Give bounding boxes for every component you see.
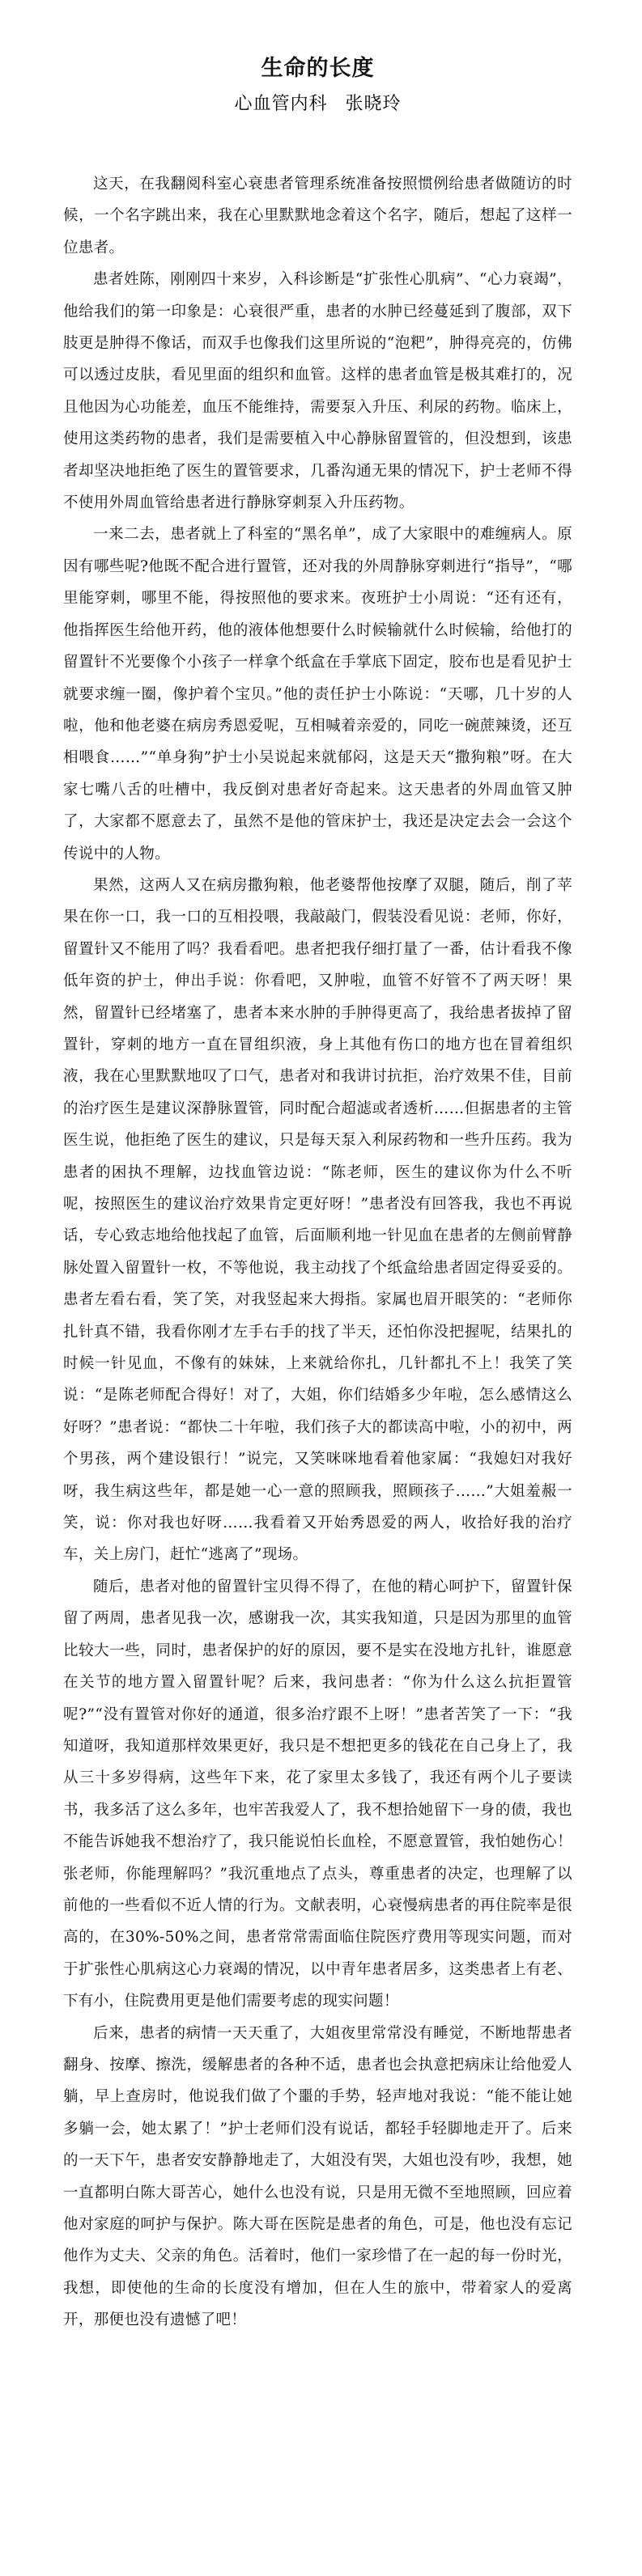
paragraph: 患者姓陈，刚刚四十来岁，入科诊断是“扩张性心肌病”、“心力衰竭”，他给我们的第一印象是：心衰很严重，患者的水肿已经蔓延到了腹部，双下肢更是肿得不像话，而双手也像我们这里所说的“泡粑”，肿得亮亮的，仿佛可以透过皮肤，看见里面的组织和血管。这样的患者血管是极其难打的，况且他因为心功能差，血压不能维持，需要泵入升压、利尿的药物。临床上，使用这类药物的患者，我们是需要植入中心静脉留置管的，但没想到，该患者却坚决地拒绝了医生的置管要求，几番沟通无果的情况下，护士老师不得不使用外周血管给患者进行静脉穿刺泵入升压药物。 xyxy=(63,271,572,512)
paragraph: 一来二去，患者就上了科室的“黑名单”，成了大家眼中的难缠病人。原因有哪些呢?他既不配合进行置管，还对我的外周静脉穿刺进行“指导”，“哪里能穿刺，哪里不能，得按照他的要求来。夜班护士小周说：“还有还有，他指挥医生给他开药，他的液体他想要什么时候输就什么时候输，给他打的留置针不光要像个小孩子一样拿个纸盒在手掌底下固定，胶布也是看见护士就要求缠一圈，像护着个宝贝。”他的责任护士小陈说：“天哪，几十岁的人啦，他和他老婆在病房秀恩爱呢，互相喊着亲爱的，同吃一碗蔗辣烫，还互相喂食……”“单身狗”护士小吴说起来就郁闷，这是天天“撒狗粮”呀。在大家七嘴八舌的吐槽中，我反倒对患者好奇起来。这天患者的外周血管又肿了，大家都不愿意去了，虽然不是他的管床护士，我还是决定去会一会这个传说中的人物。 xyxy=(63,526,572,862)
article-title: 生命的长度 xyxy=(261,56,375,81)
paragraph: 后来，患者的病情一天天重了，大姐夜里常常没有睡觉，不断地帮患者翻身、按摩、擦洗，缓解患者的各种不适，患者也会执意把病床让给他爱人躺，早上查房时，他说我们做了个噩的手势，轻声地对我说：“能不能让她多躺一会，她太累了！”护士老师们没有说话，都轻手轻脚地走开了。后来的一天下午，患者安安静静地走了，大姐没有哭，大姐也没有吵，我想，她一直都明白陈大哥苦心，她什么也没有说，只是用无微不至地照顾，回应着他对家庭的呵护与保护。陈大哥在医院是患者的角色，可是，他也没有忘记他作为丈夫、父亲的角色。活着时，他们一家珍惜了在一起的每一份时光，我想，即使他的生命的长度没有增加，但在人生的旅中，带着家人的爱离开，那便也没有遗憾了吧！ xyxy=(63,2024,572,2329)
article-byline xyxy=(63,90,572,115)
paragraph: 随后，患者对他的留置针宝贝得不得了，在他的精心呵护下，留置针保留了两周，患者见我一次，感谢我一次，其实我知道，只是因为那里的血管比较大一些，同时，患者保护的好的原因，要不是实在没地方扎针，谁愿意在关节的地方置入留置针呢？后来，我问患者：“你为什么这么抗拒置管呢?”“没有置管对你好的通道，很多治疗跟不上呀！”患者苦笑了一下：“我知道呀，我知道那样效果更好，我只是不想把更多的钱花在自己身上了，我从三十多岁得病，这些年下来，花了家里太多钱了，我还有两个儿子要读书，我多活了这么多年，也牢苦我爱人了，我不想拾她留下一身的债，我也不能告诉她我不想治疗了，我只能说怕长血栓，不愿意置管，我怕她伤心！张老师，你能理解吗？”我沉重地点了点头，尊重患者的决定，也理解了以前他的一些看似不近人情的行为。文献表明，心衰慢病患者的再住院率是很高的，在30%-50%之间，患者常常需面临住院医疗费用等现实问题，而对于扩张性心肌病这心力衰竭的情况，以中青年患者居多，这类患者上有老、下有小，住院费用更是他们需要考虑的现实问题！ xyxy=(63,1578,572,2010)
article-body xyxy=(63,168,572,2337)
paragraph: 这天，在我翻阅科室心衰患者管理系统准备按照惯例给患者做随访的时候，一个名字跳出来，我在心里默默地念着这个名字，随后，想起了这样一位患者。 xyxy=(63,176,572,256)
author-department: 心血管内科 xyxy=(234,94,328,114)
author-name: 张晓玲 xyxy=(345,94,402,114)
paragraph: 果然，这两人又在病房撒狗粮，他老婆帮他按摩了双腿，随后，削了苹果在你一口，我一口的互相投喂，我敲敲门，假装没看见说：老师，你好，留置针又不能用了吗？我看看吧。患者把我仔细打量了一番，估计看我不像低年资的护士，伸出手说：你看吧，又肿啦，血管不好管不了两天呀！果然，留置针已经堵塞了，患者本来水肿的手肿得更高了，我给患者拔掉了留置针，穿刺的地方一直在冒组织液，身上其他有伤口的地方也在冒着组织液，我在心里默默地叹了口气，患者对和我讲讨抗拒，治疗效果不佳，目前的治疗医生是建议深静脉置管，同时配合超滤或者透析……但据患者的主管医生说，他拒绝了医生的建议，只是每天泵入利尿药物和一些升压药。我为患者的困执不理解，边找血管边说：“陈老师，医生的建议你为什么不听呢，按照医生的建议治疗效果肯定更好呀！”患者没有回答我，我也不再说话，专心致志地给他找起了血管，后面顺利地一针见血在患者的左侧前臂静脉处置入留置针一枚，不等他说，我主动找了个纸盒给患者固定得妥妥的。患者左看右看，笑了笑，对我竖起来大拇指。家属也眉开眼笑的：“老师你扎针真不错，我看你刚才左手右手的找了半天，还怕你没把握呢，结果扎的时候一针见血，不像有的妹妹，上来就给你扎，几针都扎不上！我笑了笑说：“是陈老师配合得好！对了，大姐，你们结婚多少年啦，怎么感情这么好呀？”患者说：“都快二十年啦，我们孩子大的都读高中啦，小的初中，两个男孩，两个建设银行！”说完，又笑咪咪地看着他家属：“我媳妇对我好呀，我生病这些年，都是她一心一意的照顾我，照顾孩子……”大姐羞赧一笑，说：你对我也好呀……我看着又开始秀恩爱的两人，收拾好我的治疗车，关上房门，赶忙“逃离了”现场。 xyxy=(63,876,572,1564)
